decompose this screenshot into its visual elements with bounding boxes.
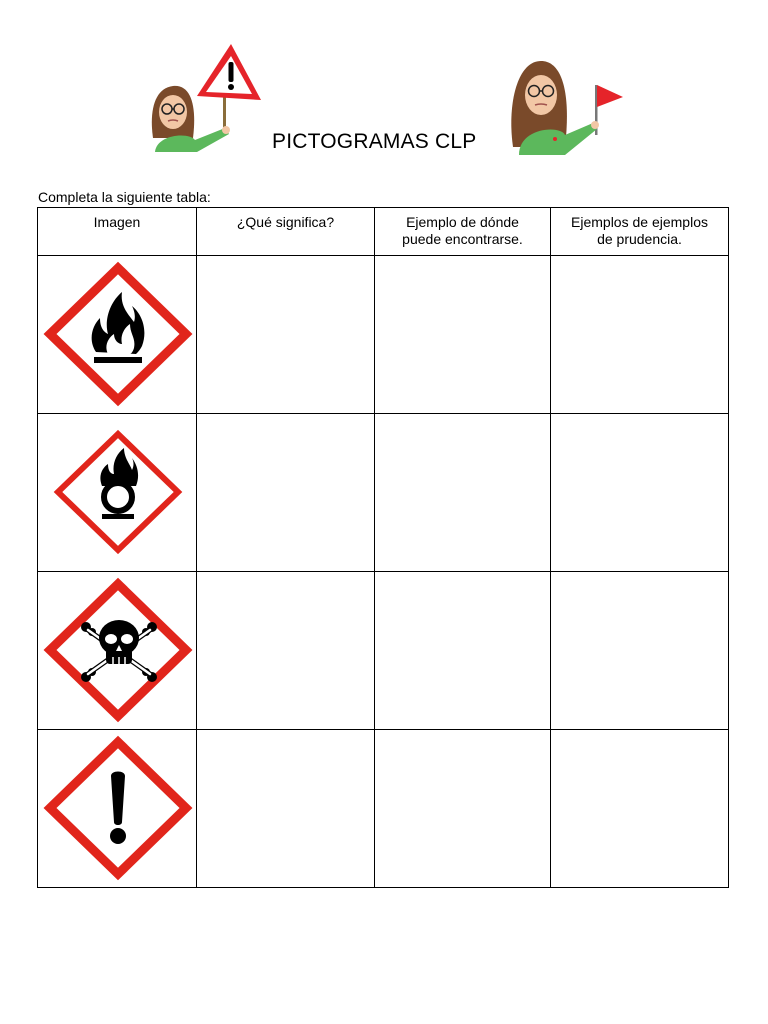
pictogram-cell <box>38 730 197 888</box>
header-line: Ejemplos de ejemplos <box>571 214 708 230</box>
where-cell[interactable] <box>375 730 551 888</box>
meaning-cell[interactable] <box>197 572 375 730</box>
header-line: Imagen <box>93 214 141 230</box>
meaning-cell[interactable] <box>197 256 375 414</box>
header-line: de prudencia. <box>597 231 682 247</box>
page-title: PICTOGRAMAS CLP <box>272 130 477 153</box>
meaning-cell[interactable] <box>197 414 375 572</box>
instructions-text: Completa la siguiente tabla: <box>38 189 211 205</box>
column-header-significado <box>197 208 375 256</box>
column-header-donde <box>375 208 551 256</box>
pictogram-table <box>37 207 729 888</box>
where-cell[interactable] <box>375 256 551 414</box>
avatar-with-warning-sign <box>145 40 270 155</box>
table-row <box>38 572 729 730</box>
table-row <box>38 414 729 572</box>
flame-over-circle-icon <box>38 414 197 571</box>
precautions-cell[interactable] <box>551 256 729 414</box>
column-header-prudencia <box>551 208 729 256</box>
table-row <box>38 256 729 414</box>
header-line: Ejemplo de dónde <box>406 214 519 230</box>
table-row <box>38 730 729 888</box>
header-line: puede encontrarse. <box>402 231 523 247</box>
flame-icon <box>38 256 197 413</box>
pictogram-cell <box>38 256 197 414</box>
pictogram-cell <box>38 414 197 572</box>
column-header-imagen <box>38 208 197 256</box>
where-cell[interactable] <box>375 572 551 730</box>
where-cell[interactable] <box>375 414 551 572</box>
precautions-cell[interactable] <box>551 414 729 572</box>
exclamation-mark-icon <box>38 730 197 887</box>
table-header-row <box>38 208 729 256</box>
pictogram-cell <box>38 572 197 730</box>
avatar-with-flag <box>505 55 630 155</box>
precautions-cell[interactable] <box>551 730 729 888</box>
meaning-cell[interactable] <box>197 730 375 888</box>
precautions-cell[interactable] <box>551 572 729 730</box>
header-line: ¿Qué significa? <box>236 214 335 230</box>
skull-crossbones-icon <box>38 572 197 729</box>
